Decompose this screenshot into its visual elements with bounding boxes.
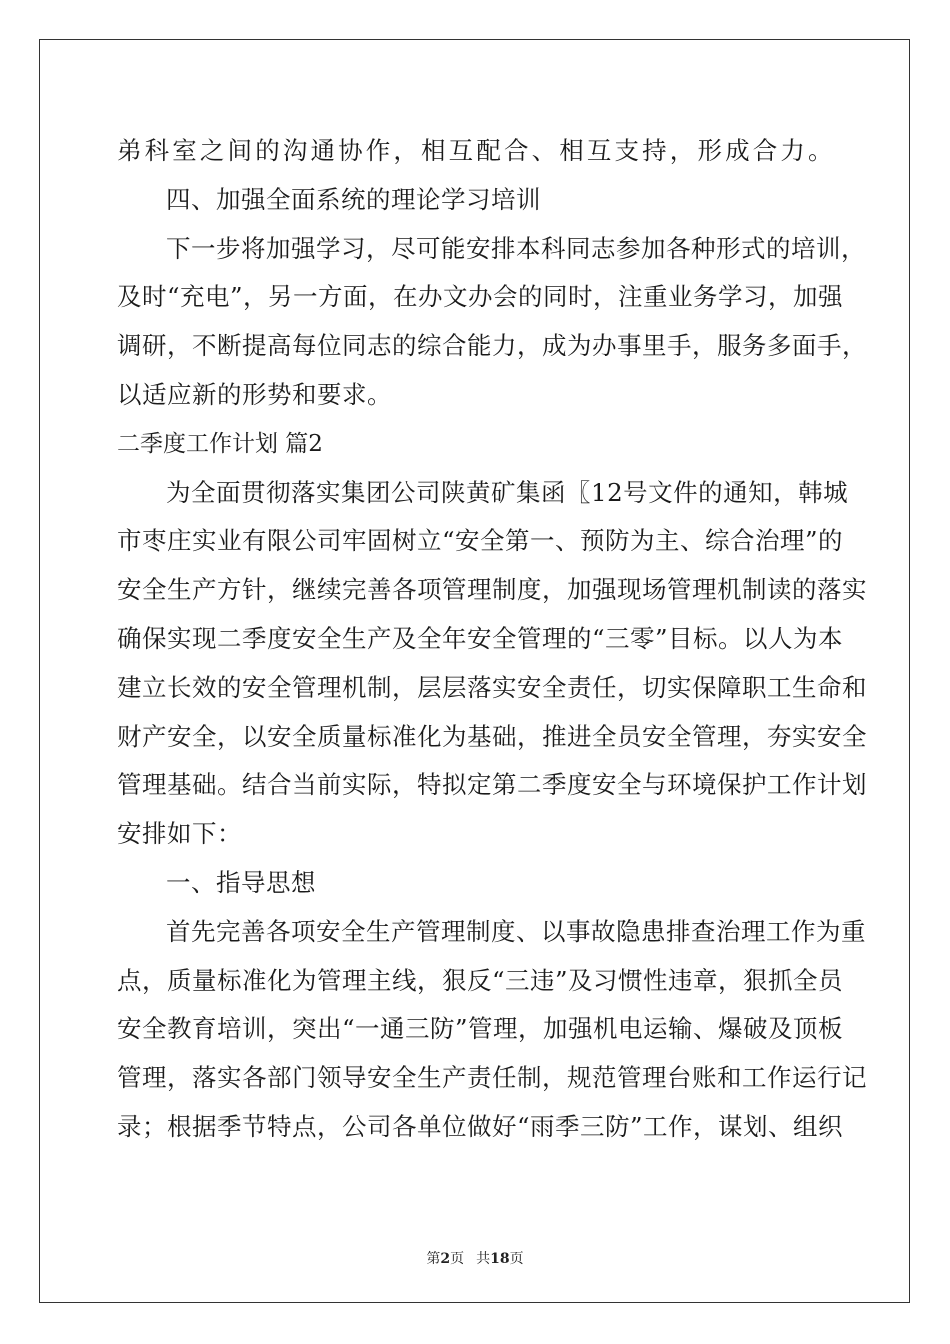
paragraph-line: 下一步将加强学习，尽可能安排本科同志参加各种形式的培训， [166, 233, 866, 263]
paragraph-line: 为全面贯彻落实集团公司陕黄矿集函〖12号文件的通知，韩城 [166, 477, 849, 507]
section-heading: 四、加强全面系统的理论学习培训 [166, 184, 541, 214]
section-title: 二季度工作计划 篇2 [117, 430, 323, 457]
total-prefix: 共 [476, 1251, 491, 1267]
paragraph-line: 财产安全，以安全质量标准化为基础，推进全员安全管理，夯实安全 [117, 721, 867, 751]
paragraph-line: 及时“充电”，另一方面，在办文办会的同时，注重业务学习，加强 [117, 282, 844, 312]
section-heading: 一、指导思想 [166, 867, 316, 897]
current-page-number: 2 [440, 1251, 451, 1267]
paragraph-line: 确保实现二季度安全生产及全年安全管理的“三零”目标。以人为本 [117, 623, 844, 653]
paragraph-line: 安全生产方针，继续完善各项管理制度，加强现场管理机制读的落实 [117, 575, 867, 605]
paragraph-line: 安排如下： [117, 819, 242, 849]
document-body [117, 127, 867, 1152]
total-suffix: 页 [509, 1251, 524, 1267]
paragraph-line: 点，质量标准化为管理主线，狠反“三违”及习惯性违章，狠抓全员 [117, 965, 844, 995]
paragraph-line: 安全教育培训，突出“一通三防”管理，加强机电运输、爆破及顶板 [117, 1014, 844, 1044]
total-page-count: 18 [490, 1251, 510, 1267]
paragraph-line: 调研，不断提高每位同志的综合能力，成为办事里手，服务多面手， [117, 331, 867, 361]
paragraph-line: 市枣庄实业有限公司牢固树立“安全第一、预防为主、综合治理”的 [117, 526, 844, 556]
paragraph-line: 录；根据季节特点，公司各单位做好“雨季三防”工作，谋划、组织 [117, 1111, 844, 1141]
page-prefix: 第 [426, 1251, 441, 1267]
paragraph-line: 管理基础。结合当前实际，特拟定第二季度安全与环境保护工作计划 [117, 770, 867, 800]
paragraph-line: 管理，落实各部门领导安全生产责任制，规范管理台账和工作运行记 [117, 1063, 867, 1093]
paragraph-line: 弟科室之间的沟通协作，相互配合、相互支持，形成合力。 [117, 136, 833, 165]
page-footer [0, 1248, 950, 1268]
paragraph-line: 建立长效的安全管理机制，层层落实安全责任，切实保障职工生命和 [117, 672, 867, 702]
page-suffix: 页 [450, 1251, 465, 1267]
paragraph-line: 以适应新的形势和要求。 [117, 379, 392, 409]
paragraph-line: 首先完善各项安全生产管理制度、以事故隐患排查治理工作为重 [166, 916, 866, 946]
